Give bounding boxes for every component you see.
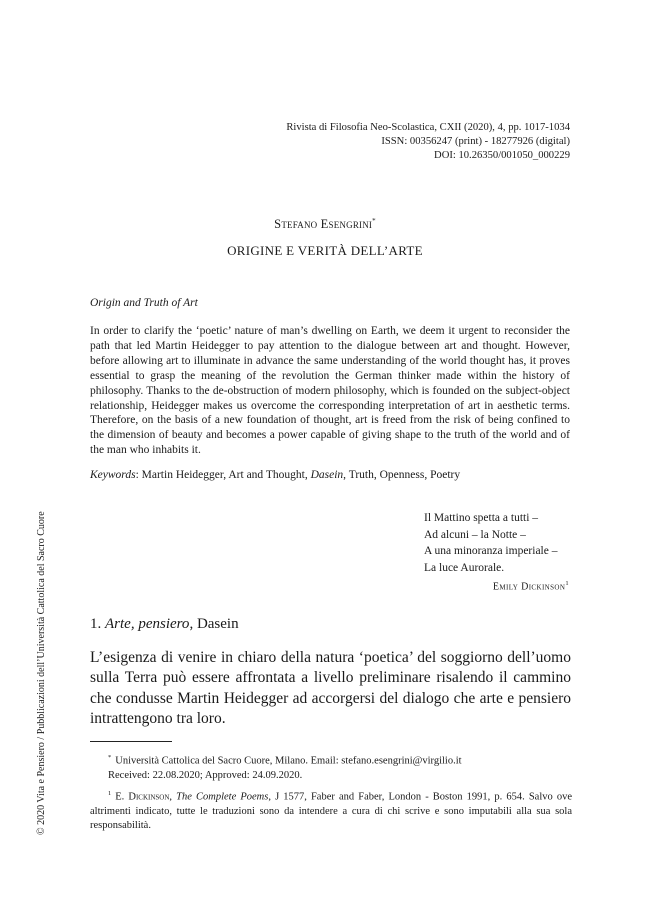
footnote-divider — [90, 741, 172, 742]
keywords-list-end: , Truth, Openness, Poetry — [343, 469, 461, 481]
keywords-line — [90, 469, 570, 481]
footnote-mark: * — [108, 754, 112, 761]
epigraph-line: Ad alcuni – la Notte – — [424, 528, 526, 541]
epigraph-author-name: Emily Dickinson — [492, 581, 566, 593]
epigraph-author — [493, 580, 569, 592]
section-heading — [90, 616, 239, 633]
keywords-list-italic: Dasein — [310, 469, 344, 481]
author-name: Stefano Esengrini — [274, 217, 373, 231]
abstract-title: Origin and Truth of Art — [90, 297, 198, 309]
footnote-cited-author: E. Dickinson — [115, 791, 170, 803]
section-title-end: , Dasein — [189, 616, 239, 632]
epigraph-footnote-mark[interactable]: 1 — [565, 580, 569, 587]
footnote-affiliation: Università Cattolica del Sacro Cuore, Milano. Email: stefano.esengrini@virgilio.it — [115, 755, 462, 767]
copyright-sidebar: © 2020 Vita e Pensiero / Pubblicazioni dell’Università Cattolica del Sacro Cuore — [36, 511, 47, 835]
footnote-mark: 1 — [108, 790, 112, 797]
footnote-author-line1 — [108, 751, 462, 769]
footnote-dates: Received: 22.08.2020; Approved: 24.09.2020. — [108, 769, 303, 781]
epigraph-line: A una minoranza imperiale – — [424, 545, 558, 557]
journal-header — [286, 121, 570, 162]
footnote-author — [108, 751, 462, 783]
keywords-label: Keywords — [90, 469, 136, 481]
footnote-separator: , — [169, 791, 177, 803]
epigraph-line: Il Mattino spetta a tutti – — [424, 512, 539, 524]
journal-citation: Rivista di Filosofia Neo-Scolastica, CXII (2020), 4, pp. 1017-1034 — [286, 122, 570, 133]
keywords-list-start: : Martin Heidegger, Art and Thought, — [135, 469, 311, 481]
epigraph-line: La luce Aurorale. — [424, 561, 505, 574]
issn-line: ISSN: 00356247 (print) - 18277926 (digital) — [381, 135, 570, 147]
footnote-text: , J 1577, Faber and Faber, London - Boston 1991, p. 654. Salvo ove altrimenti indicato, tutte le traduzioni sono da intendere a cura di chi scrive e sono imputabili alla sua sola responsabilità. — [90, 791, 572, 832]
abstract-text: In order to clarify the ‘poetic’ nature of man’s dwelling on Earth, we deem it urgent to reconsider the path that led Martin Heidegger to pay attention to the dialogue between art and thought. However, before allowing art to illuminate in advance the same understanding of the world thought has, it proves essential to grasp the meaning of the revolution the German thinker made within the history of philosophy. Thanks to the de-obstruction of modern philosophy, which is founded on the subject-object relationship, Heidegger makes us overcome the corresponding interpretation of art in aesthetic terms. Therefore, on the basis of a new foundation of thought, art is freed from the risk of being confined to the dimension of beauty and becomes a power capable of giving shape to the truth of the world and of the man who inhabits it. — [90, 325, 570, 457]
article-author — [0, 217, 650, 232]
footnote-1 — [90, 787, 572, 833]
section-number: 1. — [90, 616, 105, 632]
footnote-cited-work: The Complete Poems — [176, 791, 269, 803]
article-title: ORIGINE E VERITÀ DELL’ARTE — [227, 243, 423, 258]
section-body: L’esigenza di venire in chiaro della natura ‘poetica’ del soggiorno dell’uomo sulla Terra può essere affrontata a livello preliminare risalendo il cammino che condusse Martin Heidegger ad accorgersi del dialogo che arte e pensiero intrattengono tra loro. — [90, 649, 571, 727]
author-footnote-mark[interactable]: * — [372, 217, 376, 225]
section-title-italic: Arte, pensiero — [105, 616, 190, 632]
doi-line: DOI: 10.26350/001050_000229 — [434, 149, 570, 161]
epigraph — [424, 510, 557, 576]
